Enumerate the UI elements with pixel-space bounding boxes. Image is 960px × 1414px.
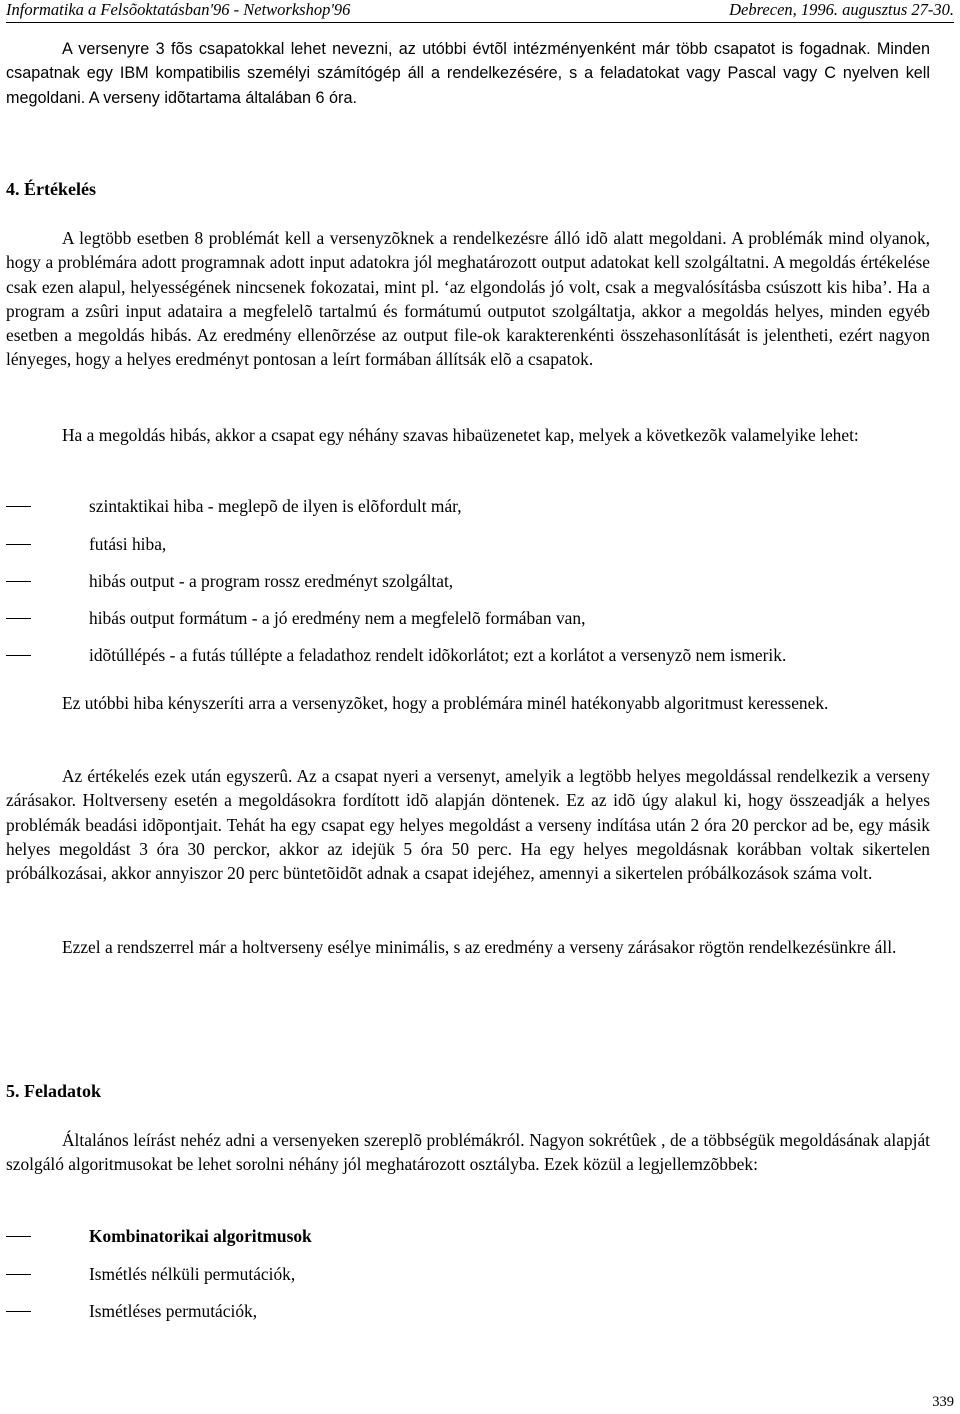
paragraph-scoring: Az értékelés ezek után egyszerû. Az a csapat nyeri a versenyt, amelyik a legtöbb helyes megoldással rendelkezik a verseny zárásakor. Holtverseny esetén a megoldásokra fordított idõ alapján döntenek. Ez az idõ úgy alakul ki, hogy összeadják a helyes problémák beadási idõpontjait. Tehát ha egy csapat egy helyes megoldást a verseny indítása után 2 óra 20 perckor ad be, egy másik helyes megoldást 3 óra 30 perckor, akkor az idejük 5 óra 50 perc. Ha egy helyes megoldásnak korábban voltak sikertelen próbálkozásai, akkor annyiszor 20 perc büntetõidõt adnak a csapat idejéhez, amennyi a sikertelen próbálkozások száma volt. [6,766,930,884]
header-conference: Informatika a Felsõoktatásban'96 - Networkshop'96 [6,0,351,19]
list-item-text: futási hiba, [89,534,167,554]
list-item-text: Kombinatorikai algoritmusok [89,1226,312,1246]
dash-marker [6,581,31,582]
paragraph-tie-break: Ezzel a rendszerrel már a holtverseny esélye minimális, s az eredmény a verseny zárásakor rögtön rendelkezésünkre áll. [62,937,897,957]
list-item-text: Ismétléses permutációk, [89,1301,258,1321]
paragraph-evaluation-rules: A legtöbb esetben 8 problémát kell a versenyzõknek a rendelkezésre álló idõ alatt megoldani. A problémák mind olyanok, hogy a problémára adott programnak adott input adatokra jól meghatározott output adatokat kell szolgáltatni. A megoldás értékelése csak ezen alapul, helyességének nincsenek fokozatai, mint pl. ‘az elgondolás jó volt, csak a megvalósításba csúszott kis hiba’. Ha a program a zsûri input adataira a megfelelõ tartalmú és formátumú outputot szolgáltatja, akkor a megoldás helyes, minden egyéb esetben a megoldás hibás. Az eredmény ellenõrzése az output file-ok karakterenkénti összehasonlítását is jelentheti, ezért nagyon lényeges, hogy a helyes eredményt pontosan a leírt formában állítsák elõ a csapatok. [6,228,930,370]
dash-marker [6,618,31,619]
list-item-text: idõtúllépés - a futás túllépte a feladathoz rendelt idõkorlátot; ezt a korlátot a versenyzõ nem ismerik. [89,645,787,665]
section-heading-tasks: 5. Feladatok [6,1081,102,1101]
header-date: Debrecen, 1996. augusztus 27-30. [729,0,954,19]
dash-marker [6,506,31,507]
dash-marker [6,1311,31,1312]
paragraph-team-entry: A versenyre 3 fõs csapatokkal lehet nevezni, az utóbbi évtõl intézményenként már több csapatot is fogadnak. Minden csapatnak egy IBM kompatibilis személyi számítógép áll a rendelkezésére, s a feladatokat vagy Pascal vagy C nyelven kell megoldani. A verseny idõtartama általában 6 óra. [6,40,930,107]
paragraph-task-overview: Általános leírást nehéz adni a versenyeken szereplõ problémákról. Nagyon sokrétûek , de a többségük megoldásának alapját szolgáló algoritmusokat be lehet sorolni néhány jól meghatározott osztályba. Ezek közül a legjellemzõbbek: [6,1130,930,1175]
running-header [6,0,954,23]
dash-marker [6,1236,31,1237]
list-item-text: szintaktikai hiba - meglepõ de ilyen is elõfordult már, [89,496,462,516]
section-heading-evaluation: 4. Értékelés [6,179,96,199]
error-message-list [6,495,936,675]
list-item-text: Ismétlés nélküli permutációk, [89,1264,296,1284]
dash-marker [6,1274,31,1275]
paragraph-error-messages: Ha a megoldás hibás, akkor a csapat egy néhány szavas hibaüzenetet kap, melyek a következõk valamelyike lehet: [62,425,859,445]
paragraph-time-limit: Ez utóbbi hiba kényszeríti arra a versenyzõket, hogy a problémára minél hatékonyabb algoritmust keressenek. [62,693,829,713]
dash-marker [6,544,31,545]
list-item-text: hibás output - a program rossz eredményt szolgáltat, [89,571,454,591]
page-number: 339 [932,1394,954,1410]
dash-marker [6,655,31,656]
algorithm-list [6,1225,936,1325]
list-item-text: hibás output formátum - a jó eredmény nem a megfelelõ formában van, [89,608,586,628]
